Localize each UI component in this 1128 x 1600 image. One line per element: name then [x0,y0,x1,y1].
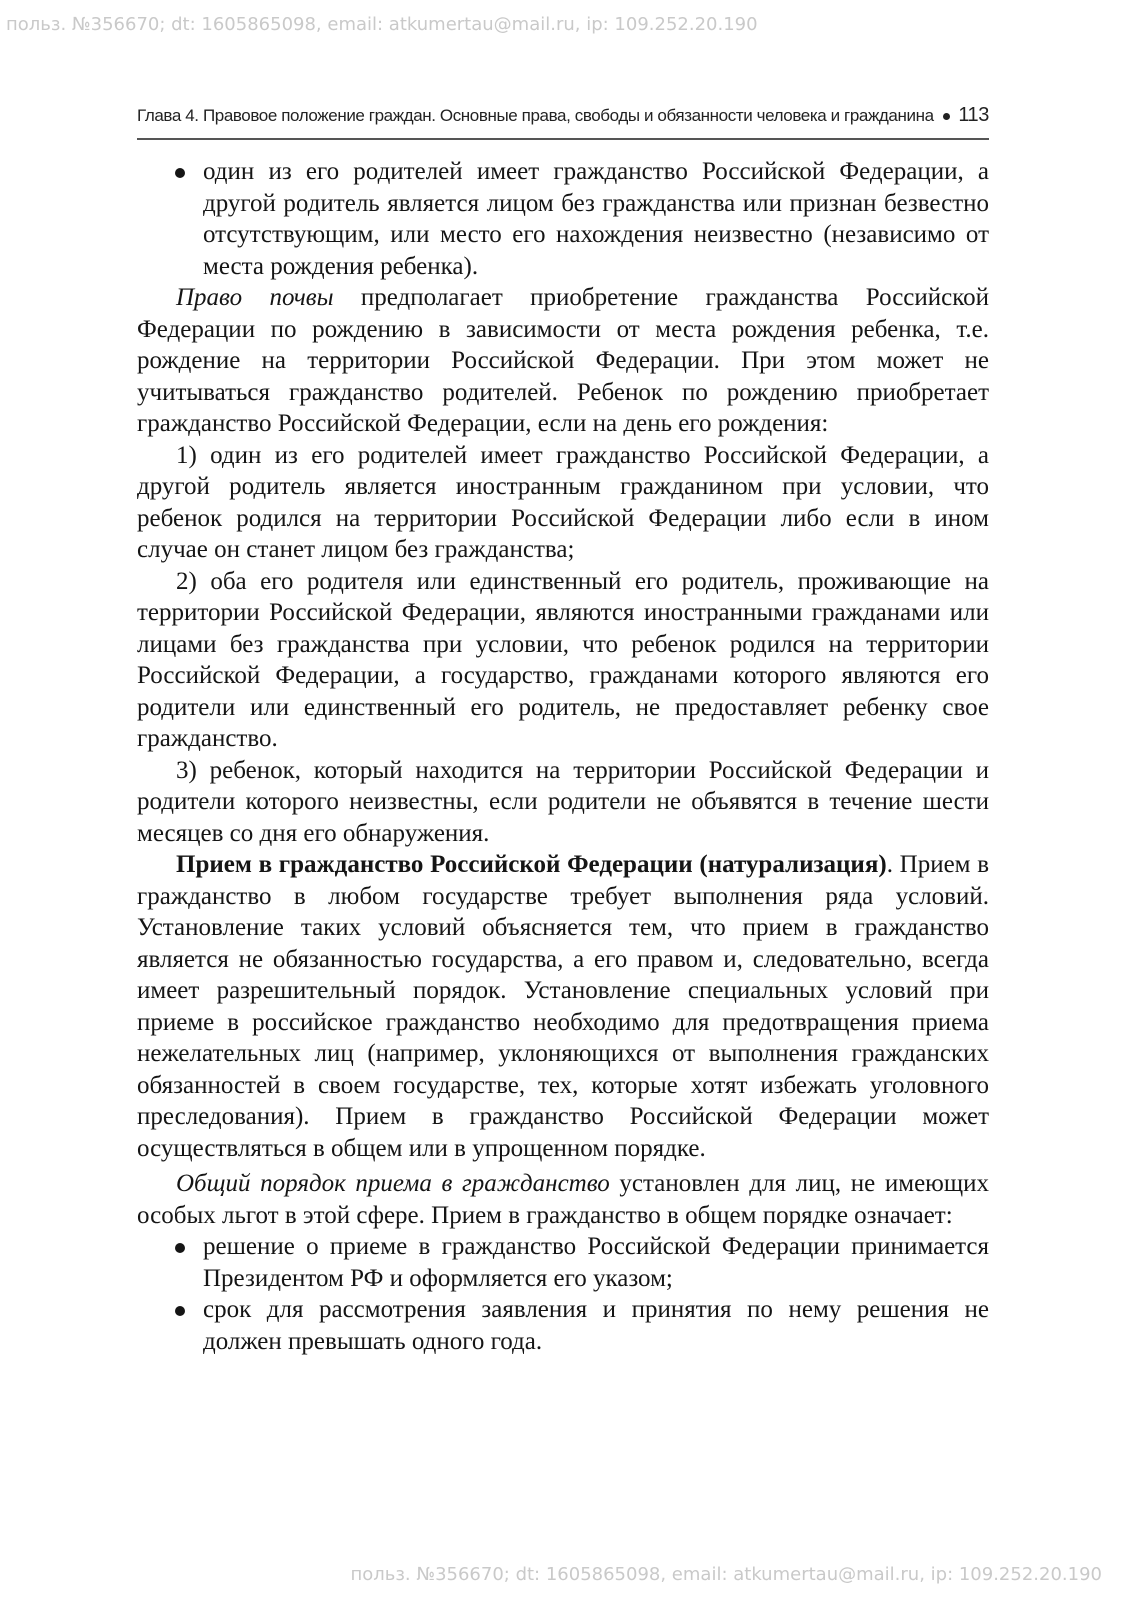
paragraph-text: предполагает приобретение гражданства Российской Федерации по рождению в зависимости от места рождения ребенка, т.е. рождение на территории Российской Федерации. При этом может не учитываться гражданство родителей. Ребенок по рождению приобретает гражданство Российской Федерации, если на день его рождения: [137,284,989,437]
bullet-text: срок для рассмотрения заявления и принятия по нему решения не должен превышать одного года. [203,1296,989,1355]
page-number: 113 [958,104,989,126]
bullet-text: один из его родителей имеет гражданство Российской Федерации, а другой родитель является лицом без гражданства или признан безвестно отсутствующим, или место его нахождения неизвестно (независимо от места рождения ребенка). [203,158,989,280]
watermark-top: польз. №356670; dt: 1605865098, email: atkumertau@mail.ru, ip: 109.252.20.190 [6,14,758,35]
section-heading-bold: Прием в гражданство Российской Федерации (натурализация) [176,851,887,878]
bullet-dot-icon [943,113,950,120]
page-number-group [943,106,989,127]
numbered-item-2: 2) оба его родителя или единственный его родитель, проживающие на территории Российской Федерации, являются иностранными гражданами или лицами без гражданства при условии, что ребенок родился на территории Российской Федерации, а государство, гражданами которого являются его родители или единственный его родитель, не предоставляет ребенку свое гражданство. [137,567,989,752]
bullet-item [137,156,989,282]
numbered-item-1: 1) один из его родителей имеет гражданство Российской Федерации, а другой родитель является иностранным гражданином при условии, что ребенок родился на территории Российской Федерации либо если в ином случае он станет лицом без гражданства; [137,441,989,563]
bullet-text: решение о приеме в гражданство Российской Федерации принимается Президентом РФ и оформляется его указом; [203,1233,989,1292]
term-italic: Право почвы [176,284,334,311]
paragraph-general-procedure [137,1168,989,1231]
paragraph-naturalization [137,849,989,1164]
bullet-icon [175,168,185,178]
running-header [137,106,989,140]
page-body [137,156,989,1357]
chapter-title: Глава 4. Правовое положение граждан. Основные права, свободы и обязанности человека и гражданина [137,106,934,125]
paragraph-text: установлен для лиц, не имеющих особых льгот в этой сфере. Прием в гражданство в общем порядке означает: [137,1170,989,1229]
paragraph-right-of-soil [137,282,989,440]
bullet-icon [175,1243,185,1253]
watermark-bottom: польз. №356670; dt: 1605865098, email: atkumertau@mail.ru, ip: 109.252.20.190 [350,1564,1102,1585]
numbered-item-3: 3) ребенок, который находится на территории Российской Федерации и родители которого неизвестны, если родители не объявятся в течение шести месяцев со дня его обнаружения. [137,756,989,847]
bullet-item [137,1294,989,1357]
paragraph-text: . Прием в гражданство в любом государстве требует выполнения ряда условий. Установление таких условий объясняется тем, что прием в гражданство является не обязанностью государства, а его правом и, следовательно, всегда имеет разрешительный порядок. Установление специальных условий при приеме в российское гражданство необходимо для предотвращения приема нежелательных лиц (например, уклоняющихся от выполнения гражданских обязанностей в своем государстве, тех, которые хотят избежать уголовного преследования). Прием в гражданство Российской Федерации может осуществляться в общем или в упрощенном порядке. [137,851,990,1162]
bullet-icon [175,1306,185,1316]
term-italic: Общий порядок приема в гражданство [176,1170,610,1197]
bullet-item [137,1231,989,1294]
